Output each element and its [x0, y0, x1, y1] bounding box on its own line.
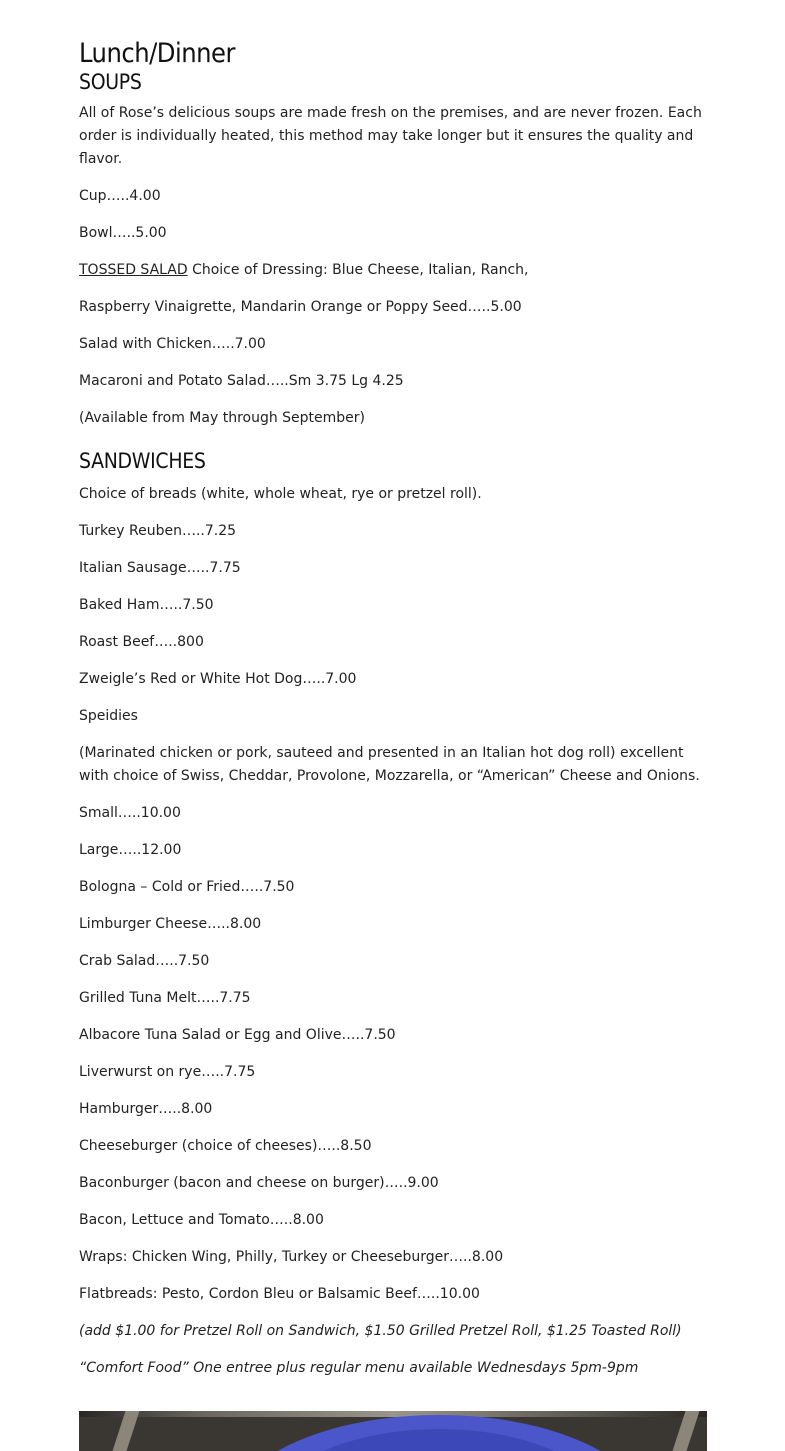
menu-item: Small…..10.00: [79, 805, 181, 821]
menu-item: Baconburger (bacon and cheese on burger)…..9.00: [79, 1175, 439, 1191]
menu-item-dressings: Raspberry Vinaigrette, Mandarin Orange or Poppy Seed…..5.00: [79, 299, 522, 315]
menu-item: Large…..12.00: [79, 842, 182, 858]
menu-item-macaroni: Macaroni and Potato Salad…..Sm 3.75 Lg 4.25: [79, 373, 404, 389]
comfort-food-note: “Comfort Food” One entree plus regular menu available Wednesdays 5pm-9pm: [79, 1360, 639, 1376]
menu-item: Speidies: [79, 708, 138, 724]
menu-item: Hamburger…..8.00: [79, 1101, 213, 1117]
soups-heading: SOUPS: [79, 70, 142, 94]
menu-item: Grilled Tuna Melt…..7.75: [79, 990, 251, 1006]
menu-item-bowl: Bowl…..5.00: [79, 225, 167, 241]
soups-description: All of Rose’s delicious soups are made fresh on the premises, and are never frozen. Each order is individually heated, this method may take longer but it ensures the quality and flavor.: [79, 105, 702, 167]
menu-item: Baked Ham…..7.50: [79, 597, 214, 613]
food-photo: [79, 1411, 707, 1451]
table-stripe: [113, 1411, 140, 1451]
availability-note: (Available from May through September): [79, 410, 366, 426]
menu-item: Bologna – Cold or Fried…..7.50: [79, 879, 295, 895]
tossed-salad-text: Choice of Dressing: Blue Cheese, Italian, Ranch,: [187, 262, 529, 278]
menu-item: Bacon, Lettuce and Tomato…..8.00: [79, 1212, 324, 1228]
menu-item: Turkey Reuben…..7.25: [79, 523, 237, 539]
menu-content: [79, 36, 707, 1394]
menu-item-tossed-salad: [79, 259, 707, 282]
menu-item: Wraps: Chicken Wing, Philly, Turkey or Cheeseburger…..8.00: [79, 1249, 504, 1265]
sandwiches-heading: SANDWICHES: [79, 449, 206, 473]
menu-item-description: (Marinated chicken or pork, sauteed and presented in an Italian hot dog roll) excellent with choice of Swiss, Cheddar, Provolone, Mozzarella, or “American” Cheese and Onions.: [79, 745, 700, 784]
tossed-salad-label: TOSSED SALAD: [79, 262, 188, 278]
menu-item: Cheeseburger (choice of cheeses)…..8.50: [79, 1138, 372, 1154]
menu-item: Zweigle’s Red or White Hot Dog…..7.00: [79, 671, 357, 687]
menu-item: Italian Sausage…..7.75: [79, 560, 241, 576]
menu-item: Crab Salad…..7.50: [79, 953, 210, 969]
breads-note: Choice of breads (white, whole wheat, rye or pretzel roll).: [79, 486, 482, 502]
page-title: Lunch/Dinner: [79, 38, 235, 69]
menu-item: Flatbreads: Pesto, Cordon Bleu or Balsamic Beef…..10.00: [79, 1286, 480, 1302]
menu-item: Roast Beef…..800: [79, 634, 204, 650]
menu-item: Limburger Cheese…..8.00: [79, 916, 262, 932]
roll-note: (add $1.00 for Pretzel Roll on Sandwich, $1.50 Grilled Pretzel Roll, $1.25 Toasted Roll): [79, 1323, 682, 1339]
table-stripe: [673, 1411, 700, 1451]
menu-item: Liverwurst on rye…..7.75: [79, 1064, 256, 1080]
menu-item: Albacore Tuna Salad or Egg and Olive…..7.50: [79, 1027, 396, 1043]
menu-item-cup: Cup…..4.00: [79, 188, 161, 204]
table-edge: [79, 1411, 707, 1417]
menu-item-salad-chicken: Salad with Chicken…..7.00: [79, 336, 266, 352]
